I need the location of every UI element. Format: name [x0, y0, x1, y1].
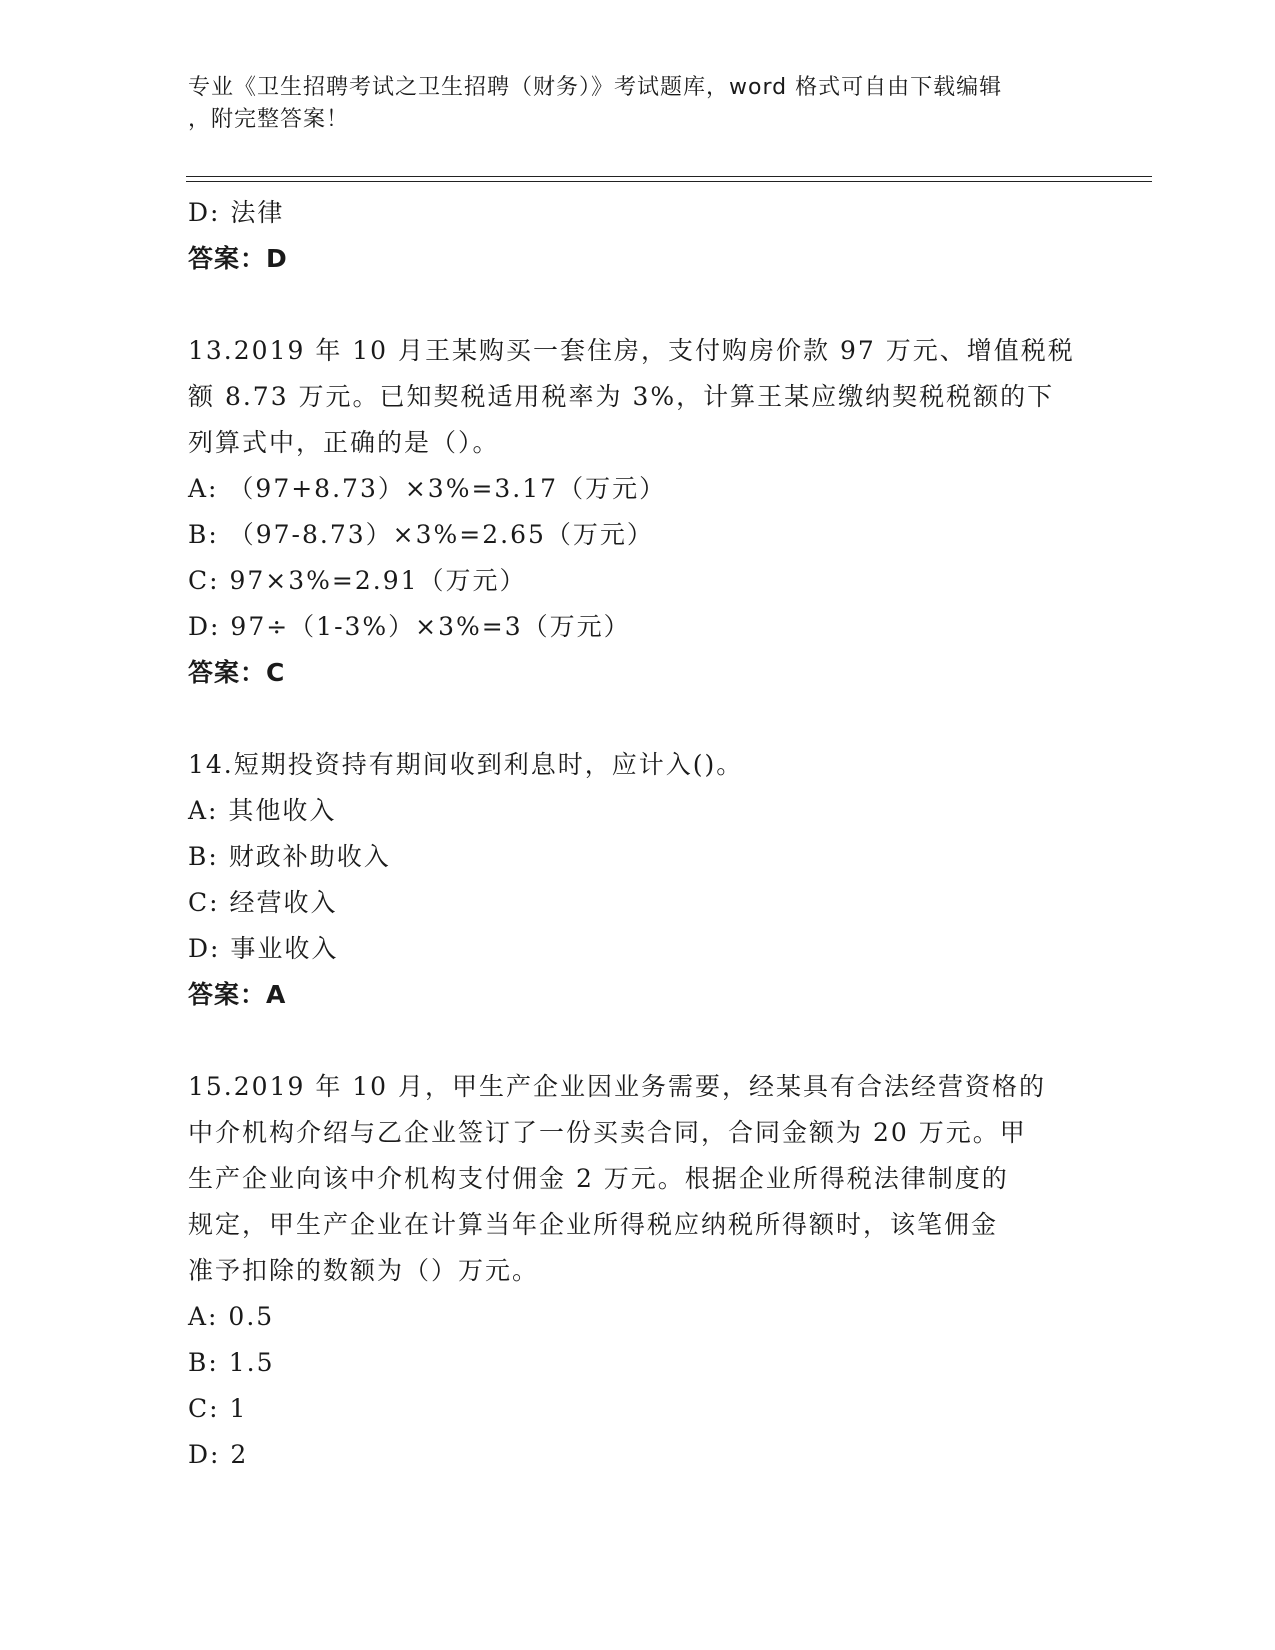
q14-option-a: A: 其他收入 [188, 796, 337, 825]
q15-option-d: D: 2 [188, 1440, 249, 1469]
page-header [188, 72, 1068, 136]
q15-stem-line: 15.2019 年 10 月，甲生产企业因业务需要，经某具有合法经营资格的 [188, 1072, 1047, 1101]
question-14 [188, 742, 1088, 1018]
prev-answer: 答案：D [188, 244, 288, 273]
q13-stem-line: 列算式中，正确的是（）。 [188, 428, 500, 457]
header-title-line-2: ，附完整答案！ [188, 107, 350, 132]
q14-answer: 答案：A [188, 980, 287, 1009]
spacer [188, 696, 1088, 742]
question-content [188, 190, 1088, 1478]
header-title-line-1: 专业《卫生招聘考试之卫生招聘（财务）》考试题库，word 格式可自由下载编辑 [188, 75, 1003, 100]
q15-stem-line: 生产企业向该中介机构支付佣金 2 万元。根据企业所得税法律制度的 [188, 1164, 1009, 1193]
q13-stem-line: 13.2019 年 10 月王某购买一套住房，支付购房价款 97 万元、增值税税 [188, 336, 1075, 365]
question-13 [188, 328, 1088, 696]
q13-option-c: C: 97×3%=2.91（万元） [188, 566, 527, 595]
q15-option-c: C: 1 [188, 1394, 248, 1423]
q14-option-b: B: 财政补助收入 [188, 842, 391, 871]
q14-option-d: D: 事业收入 [188, 934, 339, 963]
spacer [188, 282, 1088, 328]
q15-stem-line: 准予扣除的数额为（）万元。 [188, 1256, 540, 1285]
q14-stem-line: 14.短期投资持有期间收到利息时，应计入()。 [188, 750, 744, 779]
q14-option-c: C: 经营收入 [188, 888, 338, 917]
question-15 [188, 1064, 1088, 1478]
q15-stem-line: 规定，甲生产企业在计算当年企业所得税应纳税所得额时，该笔佣金 [188, 1210, 999, 1239]
prev-option-d: D: 法律 [188, 198, 285, 227]
q15-option-b: B: 1.5 [188, 1348, 275, 1377]
q13-option-d: D: 97÷（1-3%）×3%=3（万元） [188, 612, 631, 641]
q13-option-b: B: （97-8.73）×3%=2.65（万元） [188, 520, 654, 549]
header-divider-top [186, 176, 1152, 177]
q15-stem-line: 中介机构介绍与乙企业签订了一份买卖合同，合同金额为 20 万元。甲 [188, 1118, 1027, 1147]
q13-answer: 答案：C [188, 658, 286, 687]
q13-stem-line: 额 8.73 万元。已知契税适用税率为 3%，计算王某应缴纳契税税额的下 [188, 382, 1055, 411]
header-divider-bottom [186, 181, 1152, 182]
spacer [188, 1018, 1088, 1064]
q15-option-a: A: 0.5 [188, 1302, 275, 1331]
q13-option-a: A: （97+8.73）×3%=3.17（万元） [188, 474, 667, 503]
